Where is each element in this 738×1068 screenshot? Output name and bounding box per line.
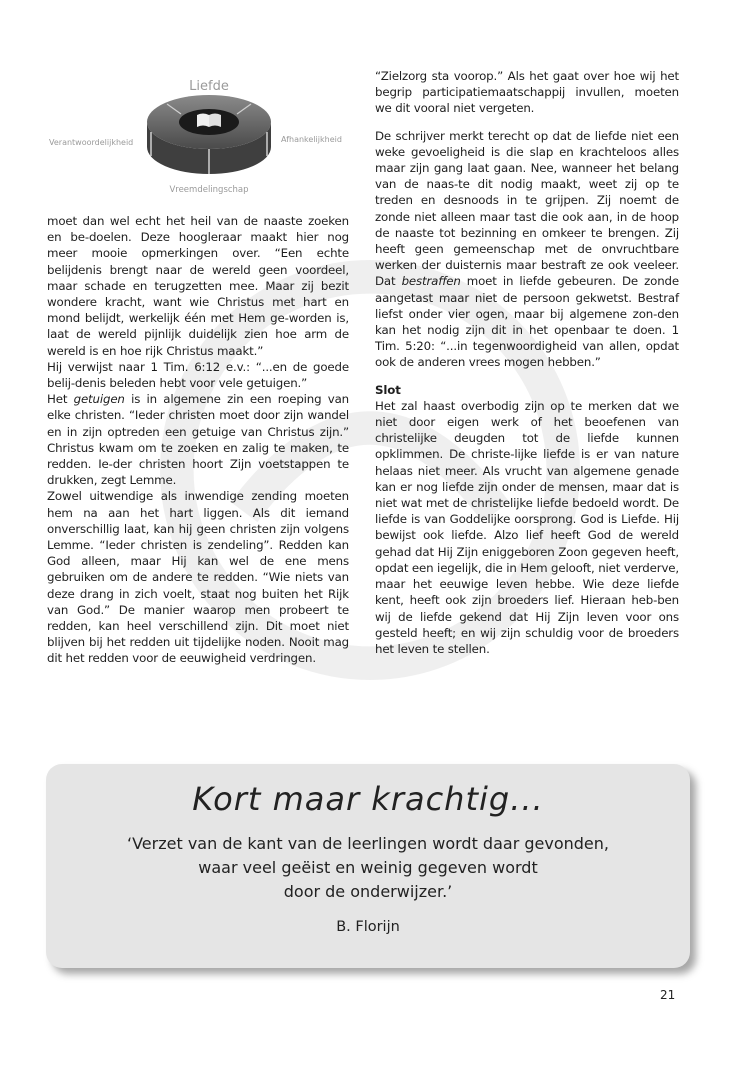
page-number: 21 [660,988,676,1002]
diagram-label-left: Verantwoordelijkheid [49,138,134,147]
diagram-label-top: Liefde [189,79,229,94]
text-span: is in algemene zin een roeping van elke christen. “Ieder christen moet door zijn wandel en in zijn optreden een getuige van Christus zijn.” Christus kwam om te zoeken en zalig te maken, te redden. Ie-der christen hoort Zijn voetstappen te drukken, zegt Lemme. [47,392,349,488]
emphasis: bestraffen [401,274,461,289]
quote-title: Kort maar krachtig... [192,780,544,818]
quote-author: B. Florijn [336,919,400,935]
paragraph: “Zielzorg sta voorop.” Als het gaat over hoe wij het begrip participatiemaatschappij invullen, moeten we dit vooral niet vergeten. [375,69,679,116]
quote-line: ‘Verzet van de kant van de leerlingen wordt daar gevonden, [127,834,609,853]
bible-book-icon [197,114,221,128]
diagram-label-bottom: Vreemdelingschap [169,185,249,195]
paragraph: moet dan wel echt het heil van de naaste zoeken en be-doelen. Deze hoogleraar maakt hier nog meer mooie opmerkingen over. “Een echte belijdenis brengt naar de wereld geen voordeel, maar schade en terugzetten mee. Maar zij bezit wondere kracht, want wie Christus met hart en mond belijdt, werkelijk één met Hem ge-worden is, laat de wereld pijnlijk duidelijk zien hoe arm de wereld is en hoe rijk Christus maakt.” [47,214,349,358]
paragraph [47,391,349,488]
left-text-column [47,213,349,667]
section-heading: Slot [375,382,401,397]
emphasis: getuigen [73,392,125,407]
quote-text [86,832,650,904]
paragraph: Het zal haast overbodig zijn op te merken dat we niet door eigen werk of het beoefenen van christelijke deugden tot de liefde kunnen opklimmen. De christe-lijke liefde is er van nature helaas niet meer. Als vrucht van algemene genade kan er nog liefde zijn onder de mensen, maar dat is niet wat met de christelijke liefde bedoeld wordt. De liefde is van Goddelijke oorsprong. God is Liefde. Hij bewijst ook liefde. Alzo lief heeft God de wereld gehad dat Hij Zijn eniggeboren Zoon gegeven heeft, opdat een iegelijk, die in Hem gelooft, niet verderve, maar het eeuwige leven hebbe. Wie deze liefde kent, heeft ook zijn broeders lief. Hieraan heb-ben wij de liefde gekend dat Hij Zijn leven voor ons gesteld heeft; en wij zijn schuldig voor de broeders het leven te stellen. [375,398,679,656]
paragraph: Hij verwijst naar 1 Tim. 6:12 e.v.: “...en de goede belij-denis beleden hebt voor vele getuigen.” [47,359,349,391]
text-span: De schrijver merkt terecht op dat de liefde niet een weke gevoeligheid is die slap en krachteloos alles maar zijn gang laat gaan. Nee, wanneer het belang van de naas-te dit nodig maakt, weet zij op te treden en desnoods in te grijpen. Zij noemt de zonde niet alleen maar tast die ook aan, in de hoop de naaste tot bezinning en omkeer te brengen. Zij heeft geen gemeenschap met de onvruchtbare werken der duisternis maar bestraft ze ook veeleer. Dat [375,128,679,289]
right-text-column [375,68,679,657]
paragraph [375,128,679,371]
liefde-ring-diagram [47,70,367,200]
text-span: Het [47,392,74,407]
quote-line: waar veel geëist en weinig gegeven wordt [198,858,538,877]
diagram-label-right: Afhankelijkheid [281,135,342,144]
quote-line: door de onderwijzer.’ [283,882,453,901]
paragraph: Zowel uitwendige als inwendige zending moeten hem na aan het hart liggen. Als dit iemand onverschillig laat, kan hij geen christen zijn volgens Lemme. “Ieder christen is zendeling”. Redden kan God alleen, maar Hij kan wel de ene mens gebruiken om de andere te redden. “Wie niets van deze drang in zich voelt, staat nog buiten het Rijk van God.” De manier waarop men probeert te redden, kan heel verschillend zijn. Dit moet niet blijven bij het redden uit tijdelijke noden. Nooit mag dit het redden voor de eeuwigheid verdringen. [47,489,349,666]
quote-box [46,764,690,968]
text-span: moet in liefde gebeuren. De zonde aangetast maar niet de persoon gekwetst. Bestraf liefst onder vier ogen, maar bij algemene zon-den kan het nodig zijn dit in het openbaar te doen. 1 Tim. 5:20: “...in tegenwoordigheid van allen, opdat ook de anderen vrees mogen hebben.” [375,274,679,370]
